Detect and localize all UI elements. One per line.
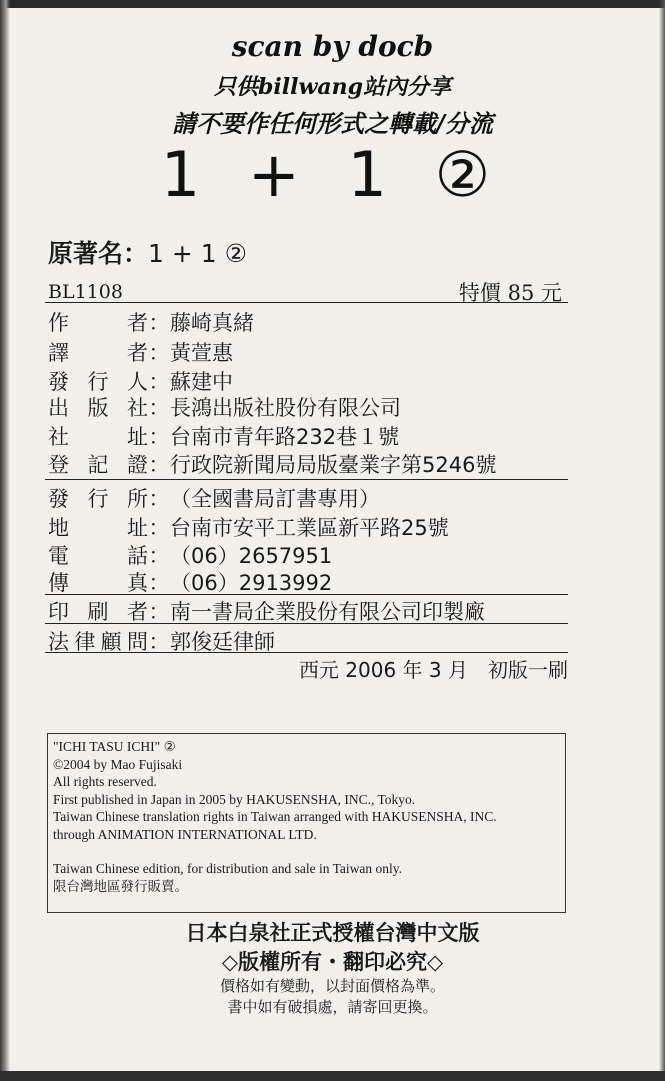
scan-credit-line3: 請不要作任何形式之轉載/分流 [172, 109, 493, 138]
dist-row-fax: 傳真：（06）2913992 [48, 567, 332, 597]
credit-label: 作者 [48, 311, 148, 335]
dist-value: （06）2657951 [170, 544, 333, 568]
rights-reserved [0, 946, 665, 976]
credit-label: 登記證 [48, 453, 148, 477]
credit-value: 黃萱惠 [170, 341, 233, 365]
divider [45, 302, 568, 303]
divider [45, 479, 568, 480]
legal-row: 法律顧問：郭俊廷律師 [48, 626, 275, 656]
price-label: 特價 [458, 281, 501, 305]
credit-value: 藤崎真緒 [170, 311, 254, 335]
copyright-line: First published in Japan in 2005 by HAKUSENSHA, INC., Tokyo. [53, 791, 416, 807]
price-amount: 85 [507, 281, 535, 305]
printer-label: 印刷者 [48, 600, 148, 624]
legal-value: 郭俊廷律師 [170, 630, 275, 654]
original-title-value: 1 + 1 ② [148, 239, 248, 268]
price-note: 價格如有變動，以封面價格為準。 [219, 977, 445, 995]
credit-value: 台南市青年路232巷１號 [170, 425, 400, 449]
book-code: BL1108 [48, 281, 123, 303]
credit-label: 出版社 [48, 396, 148, 420]
credit-value: 長鴻出版社股份有限公司 [170, 396, 401, 420]
page-edge-bottom [0, 1071, 665, 1081]
divider [45, 594, 568, 595]
diamond-icon: ◇ [221, 950, 238, 974]
dist-row-address: 地址：台南市安平工業區新平路25號 [48, 512, 449, 542]
printer-row: 印刷者：南一書局企業股份有限公司印製廠 [48, 596, 485, 626]
copyright-line: All rights reserved. [53, 774, 157, 789]
authorized-edition: 日本白泉社正式授權台灣中文版 [185, 921, 480, 945]
dist-value: 台南市安平工業區新平路25號 [170, 516, 449, 540]
divider [45, 652, 568, 653]
copyright-line: through ANIMATION INTERNATIONAL LTD. [53, 826, 317, 842]
original-title [48, 234, 247, 270]
dist-value: （06）2913992 [170, 571, 333, 595]
dist-value: （全國書局訂書專用） [170, 487, 380, 511]
printer-value: 南一書局企業股份有限公司印製廠 [170, 600, 485, 624]
legal-label: 法律顧問 [48, 630, 148, 654]
dist-label: 電話 [48, 544, 148, 568]
price-unit: 元 [541, 281, 562, 305]
copyright-box [47, 733, 566, 913]
dist-row-phone: 電話：（06）2657951 [48, 540, 332, 570]
copyright-line: Taiwan Chinese translation rights in Taiwan arranged with HAKUSENSHA, INC. [53, 809, 497, 824]
dist-label: 發行所 [48, 487, 148, 511]
credit-label: 譯者 [48, 341, 148, 365]
original-title-label: 原著名： [48, 239, 149, 268]
credit-row-publisher-person: 發行人：蘇建中 [48, 366, 233, 396]
credit-value: 行政院新聞局局版臺業字第5246號 [170, 453, 497, 477]
copyright-line: "ICHI TASU ICHI" ② [53, 739, 176, 754]
book-title: 1 + 1 ② [160, 138, 505, 211]
dist-label: 傳真 [48, 571, 148, 595]
damage-note: 書中如有破損處，請寄回更換。 [227, 998, 438, 1016]
credit-row-address: 社址：台南市青年路232巷１號 [48, 421, 399, 451]
page-edge-top [0, 0, 665, 8]
scan-credit-line1: scan by docb [231, 30, 434, 63]
dist-row-office: 發行所：（全國書局訂書專用） [48, 483, 380, 513]
rights-text: 版權所有・翻印必究 [238, 950, 427, 974]
dist-label: 地址 [48, 516, 148, 540]
credit-row-publisher: 出版社：長鴻出版社股份有限公司 [48, 392, 401, 422]
scan-credit-line2: 只供billwang站內分享 [213, 74, 452, 100]
credit-label: 發行人 [48, 370, 148, 394]
copyright-line: 限台灣地區發行販賣。 [53, 878, 188, 894]
diamond-icon: ◇ [427, 950, 444, 974]
credit-row-translator: 譯者：黃萱惠 [48, 337, 233, 367]
credit-label: 社址 [48, 425, 148, 449]
copyright-line: ©2004 by Mao Fujisaki [53, 756, 183, 772]
credit-row-registration: 登記證：行政院新聞局局版臺業字第5246號 [48, 449, 496, 479]
copyright-line: Taiwan Chinese edition, for distribution and sale in Taiwan only. [53, 861, 403, 876]
edition-date: 西元 2006 年 3 月 初版一刷 [298, 658, 568, 682]
credit-value: 蘇建中 [170, 370, 233, 394]
divider [45, 623, 568, 624]
credit-row-author: 作者：藤崎真緒 [48, 307, 254, 337]
